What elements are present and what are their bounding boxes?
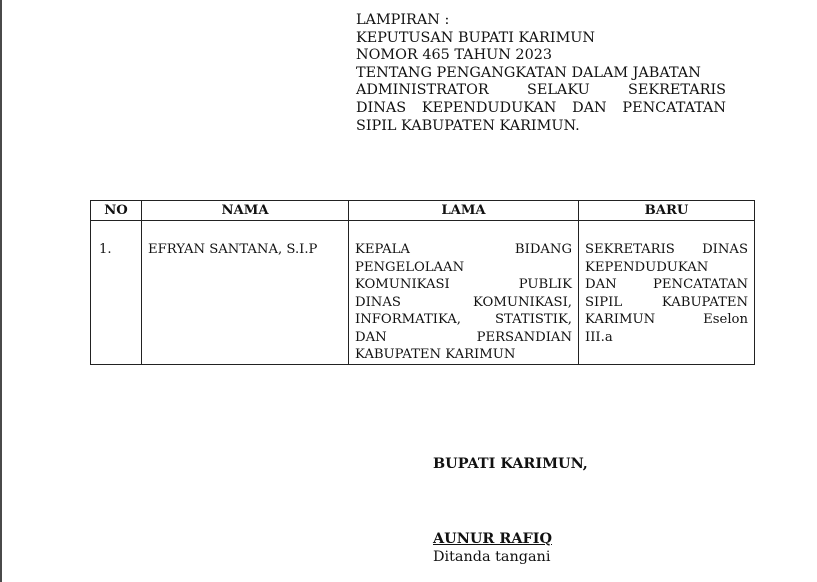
header-line-lampiran: LAMPIRAN : xyxy=(356,12,450,28)
column-header-no: NO xyxy=(91,201,142,221)
header-line-administrator: ADMINISTRATOR SELAKU SEKRETARIS xyxy=(356,82,726,99)
baru-line: SIPIL KABUPATEN xyxy=(585,294,748,310)
baru-line: III.a xyxy=(585,329,613,345)
cell-lama xyxy=(349,221,579,365)
signature-name: AUNUR RAFIQ xyxy=(433,530,552,547)
header-line-sipil: SIPIL KABUPATEN KARIMUN. xyxy=(356,117,580,134)
lama-line: KABUPATEN KARIMUN xyxy=(355,347,516,362)
lama-line: KEPALA BIDANG xyxy=(355,242,572,257)
cell-baru xyxy=(579,221,755,365)
lama-line: PENGELOLAAN xyxy=(355,259,465,275)
header-line-nomor: NOMOR 465 TAHUN 2023 xyxy=(356,47,553,64)
lama-line: DAN PERSANDIAN xyxy=(355,329,572,345)
lama-line: KOMUNIKASI PUBLIK xyxy=(355,277,572,292)
signature-note: Ditanda tangani xyxy=(433,549,551,565)
page-edge xyxy=(0,0,2,582)
lama-line: INFORMATIKA, STATISTIK, xyxy=(355,312,572,327)
column-header-nama: NAMA xyxy=(142,201,349,221)
header-line-tentang: TENTANG PENGANGKATAN DALAM JABATAN xyxy=(356,64,701,81)
baru-line: KARIMUN Eselon xyxy=(585,312,748,327)
baru-line: DAN PENCATATAN xyxy=(585,277,748,292)
lampiran-header xyxy=(356,12,726,135)
baru-line: KEPENDUDUKAN xyxy=(585,259,709,275)
signature-title: BUPATI KARIMUN, xyxy=(433,455,588,472)
table-header-row xyxy=(91,201,755,221)
table-row xyxy=(91,221,755,365)
cell-no: 1. xyxy=(91,221,142,365)
header-line-keputusan: KEPUTUSAN BUPATI KARIMUN xyxy=(356,29,596,46)
lama-line: DINAS KOMUNIKASI, xyxy=(355,294,572,310)
column-header-baru: BARU xyxy=(579,201,755,221)
header-line-dinas: DINAS KEPENDUDUKAN DAN PENCATATAN xyxy=(356,99,726,116)
appointment-table xyxy=(90,200,755,365)
baru-line: SEKRETARIS DINAS xyxy=(585,242,748,257)
column-header-lama: LAMA xyxy=(349,201,579,221)
cell-nama: EFRYAN SANTANA, S.I.P xyxy=(142,221,349,365)
